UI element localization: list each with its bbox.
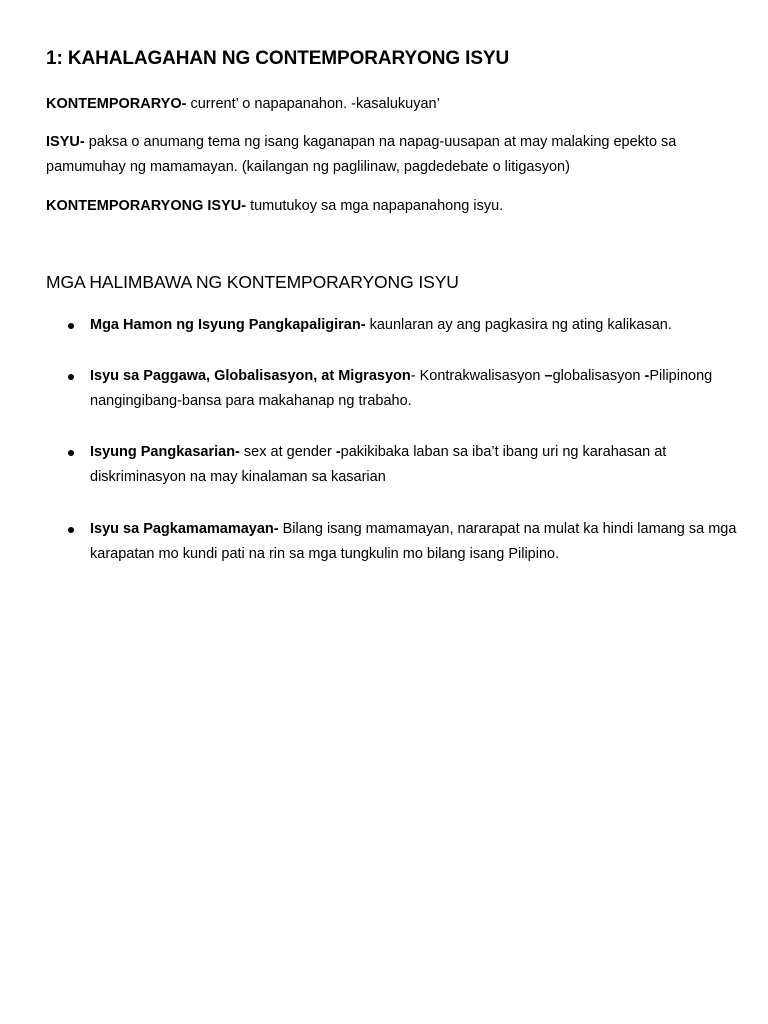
example-text [90,440,740,490]
example-dash: - [335,444,341,460]
example-description: kaunlaran ay ang pagkasira ng ating kalikasan. [365,317,672,333]
example-dash: - [644,368,650,384]
example-text [90,313,740,338]
definition-term: KONTEMPORARYONG ISYU- [46,198,247,214]
example-term: Mga Hamon ng Isyung Pangkapaligiran- [90,317,366,333]
example-term: Isyu sa Paggawa, Globalisasyon, at Migrasyon [90,368,411,384]
example-description: - Kontrakwalisasyon [410,368,545,384]
definition-kontemporaryo [46,92,736,117]
example-term: Isyung Pangkasarian- [90,444,240,460]
document-title: 1: KAHALAGAHAN NG CONTEMPORARYONG ISYU [46,48,510,69]
bullet-icon [68,374,74,380]
definition-term: KONTEMPORARYO- [46,96,187,112]
example-text [90,517,740,567]
definition-kontemporaryong-isyu [46,194,736,219]
bullet-icon [68,450,74,456]
example-description: sex at gender [239,444,336,460]
definition-term: ISYU- [46,134,85,150]
example-description: Bilang isang mamamayan, nararapat na mulat ka hindi lamang sa mga karapatan mo kundi pati na rin sa mga tungkulin mo bilang isang Pilipino. [90,521,737,562]
definition-text: current’ o napapanahon. -kasalukuyan’ [186,96,440,112]
example-term: Isyu sa Pagkamamamayan- [90,521,279,537]
example-description: pakikibaka laban sa iba’t ibang uri ng karahasan at diskriminasyon na may kinalaman sa kasarian [90,444,667,485]
bullet-icon [68,323,74,329]
examples-heading: MGA HALIMBAWA NG KONTEMPORARYONG ISYU [46,272,459,292]
example-dash: – [544,368,553,384]
example-description: globalisasyon [552,368,645,384]
example-description: Pilipinong nangingibang-bansa para makahanap ng trabaho. [90,368,713,409]
example-text [90,364,740,414]
definition-isyu [46,130,736,180]
definition-text: paksa o anumang tema ng isang kaganapan na napag-uusapan at may malaking epekto sa pamumuhay ng mamamayan. (kailangan ng paglilinaw, pagdedebate o litigasyon) [46,134,677,175]
bullet-icon [68,527,74,533]
definition-text: tumutukoy sa mga napapanahong isyu. [246,198,504,214]
